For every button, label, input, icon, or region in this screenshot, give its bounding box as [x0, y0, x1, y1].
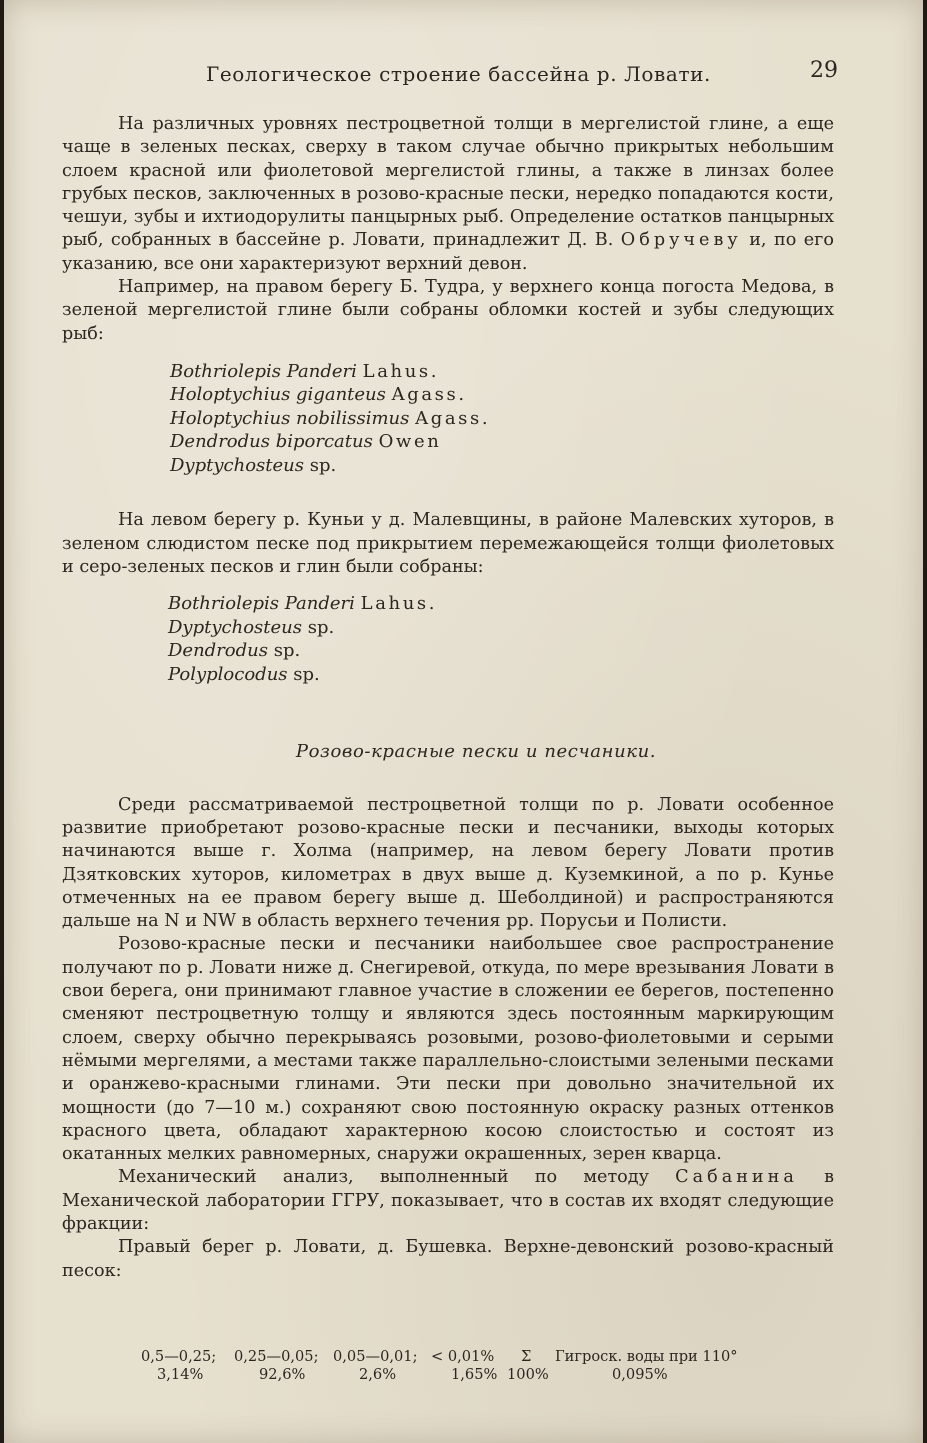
- species-item: [168, 663, 834, 687]
- species-item: [170, 383, 834, 407]
- species-author: Agass.: [391, 384, 467, 406]
- page-header: [4, 58, 923, 92]
- table-cell: 100%: [507, 1366, 549, 1383]
- page-body: [62, 113, 834, 1283]
- table-cell: 3,14%: [157, 1366, 204, 1383]
- paragraph-6-text: Механический анализ, выполненный по методу: [118, 1167, 676, 1188]
- paragraph-6-end: в Механической лаборатории ГГРУ, показывает, что в состав их входят следующие фракции:: [62, 1167, 834, 1234]
- table-header-cell: < 0,01%: [431, 1348, 495, 1365]
- species-item: [168, 616, 834, 640]
- section-heading: Розово-красные пески и песчаники.: [295, 741, 657, 763]
- book-page: [4, 0, 923, 1443]
- species-name: Polyplocodus: [168, 663, 288, 685]
- paragraph-3: На левом берегу р. Куньи у д. Малевщины, в районе Малевских хуторов, в зеленом слюдистом песке под прикрытием перемежающейся толщи фиолетовых и серо-зеленых песков и глин были собраны:: [62, 510, 834, 578]
- species-item: [170, 407, 834, 431]
- table-header-cell: Гигроск. воды при 110°: [555, 1348, 738, 1365]
- species-author: Lahus.: [362, 360, 440, 382]
- table-header-cell: 0,05—0,01;: [333, 1348, 418, 1365]
- table-cell: 2,6%: [359, 1366, 397, 1383]
- species-author: Agass.: [415, 407, 491, 429]
- paragraph-5: Розово-красные пески и песчаники наибольшее свое распространение получают по р. Ловати ниже д. Снегиревой, откуда, по мере врезывания Ловати в свои берега, они принимают главное участие в сложении ее берегов, постепенно сменяют пестроцветную толщу и являются здесь постоянным маркирующим слоем, сверху обычно перекрываясь розовыми, розово-фиолетовыми и серыми нёмыми мергелями, а местами также параллельно-слоистыми зелеными песками и оранжево-красными глинами. Эти пески при довольно значительной их мощности (до 7—10 м.) сохраняют свою постоянную окраску разных оттенков красного цвета, обладают характерною косою слоистостью и состоят из окатанных мелких равномерных, снаружи окрашенных, зерен кварца.: [62, 934, 834, 1165]
- paragraph-6: [62, 1166, 834, 1236]
- table-header-cell: 0,5—0,25;: [141, 1348, 217, 1365]
- table-cell: 0,095%: [612, 1366, 668, 1383]
- paragraph-1-text: На различных уровнях пестроцветной толщи в мергелистой глине, а еще чаще в зеленых песках, сверху в таком случае обычно прикрытых небольшим слоем красной или фиолетовой мергелистой глины, а также в линзах более грубых песков, заключенных в розово-красные пески, нередко попадаются кости, чешуи, зубы и ихтиодорулиты панцырных рыб. Определение остатков панцырных рыб, собранных в бассейне р. Ловати, принадлежит Д. В.: [62, 114, 834, 251]
- paragraph-1: [62, 113, 834, 276]
- species-author: sp.: [273, 640, 301, 662]
- species-author: sp.: [309, 454, 337, 476]
- running-title: Геологическое строение бассейна р. Ловати.: [206, 62, 711, 86]
- species-author: Owen: [378, 431, 442, 453]
- species-item: [170, 360, 834, 384]
- species-item: [168, 592, 834, 616]
- species-list-1: [170, 360, 834, 478]
- species-name: Holoptychius nobilissimus: [170, 407, 410, 429]
- spacer: [62, 686, 834, 740]
- species-item: [170, 454, 834, 478]
- species-name: Holoptychius giganteus: [170, 384, 386, 406]
- species-name: Dendrodus biporcatus: [170, 431, 373, 453]
- species-name: Dendrodus: [168, 640, 268, 662]
- author-name-sabanin: Сабанина: [675, 1167, 798, 1188]
- spacer: [62, 764, 834, 794]
- table-header-cell: Σ: [521, 1348, 532, 1365]
- species-name: Dyptychosteus: [168, 616, 302, 638]
- author-name-obruchev: Обручеву: [620, 230, 742, 251]
- species-name: Dyptychosteus: [170, 454, 304, 476]
- species-author: sp.: [293, 663, 320, 685]
- paragraph-1-end: и, по его указанию, все они характеризуют верхний девон.: [62, 230, 834, 274]
- species-author: sp.: [307, 616, 335, 638]
- paragraph-2: Например, на правом берегу Б. Тудра, у верхнего конца погоста Медова, в зеленой мергелистой глине были собраны обломки костей и зубы следующих рыб:: [62, 277, 834, 344]
- table-cell: 1,65%: [451, 1366, 498, 1383]
- species-name: Bothriolepis Panderi: [170, 360, 357, 382]
- species-author: Lahus.: [360, 593, 438, 615]
- paragraph-4: Среди рассматриваемой пестроцветной толщи по р. Ловати особенное развитие приобретают розово-красные пески и песчаники, выходы которых начинаются выше г. Холма (например, на левом берегу Ловати против Дзятковских хуторов, километрах в двух выше д. Куземкиной, а по р. Кунье отмеченных на ее правом берегу выше д. Шеболдиной) и распространяются дальше на N и NW в область верхнего течения рр. Порусьи и Полисти.: [62, 794, 834, 932]
- page-number: 29: [810, 58, 838, 83]
- paragraph-7: Правый берег р. Ловати, д. Бушевка. Верхне-девонский розово-красный песок:: [62, 1237, 834, 1281]
- species-item: [168, 639, 834, 663]
- table-header-cell: 0,25—0,05;: [234, 1348, 319, 1365]
- species-item: [170, 430, 834, 454]
- species-list-2: [168, 592, 834, 686]
- spacer: [62, 477, 834, 509]
- species-name: Bothriolepis Panderi: [168, 593, 355, 615]
- table-cell: 92,6%: [259, 1366, 306, 1383]
